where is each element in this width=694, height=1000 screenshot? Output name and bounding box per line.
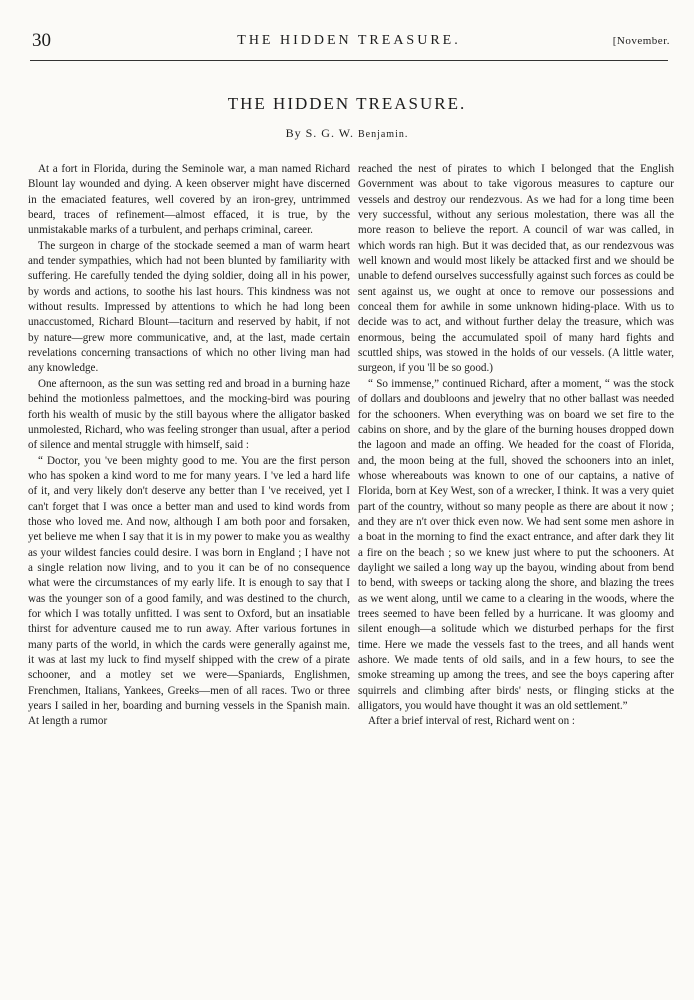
byline-initials: S. G. W.: [305, 126, 354, 140]
running-head: [28, 28, 670, 50]
article-title: THE HIDDEN TREASURE.: [227, 94, 467, 113]
byline-prefix: By: [285, 126, 302, 140]
paragraph: One afternoon, as the sun was setting red and broad in a burning haze behind the motionless palmettoes, and the mocking-bird was pouring forth his wealth of music by the still bayous where the alligator basked unmolested, Richard, who was feeling stronger than usual, after a period of silence and mental struggle with himself, said :: [28, 377, 350, 452]
paragraph: “ Doctor, you 've been mighty good to me. You are the first person who has spoken a kind word to me for many years. I 've led a hard life of it, and very likely don't deserve any better than I 've received, yet I can't forget that I was once a better man and used to kind words from those who loved me. And now, although I am both poor and forsaken, yet believe me when I say that it is in my power to make you as wealthy as your wildest fancies could desire. I was born in England ; I have not a single relation now living, and to you it can be of no consequence what were the circumstances of my early life. It is enough to say that I was the younger son of a good family, and was destined to the church, for which I was totally unfitted. I was sent to Oxford, but an insatiable thirst for adventure caused me to run away. After various fortunes in many parts of the world, in which the cards were generally against me, it was at last my luck to find myself shipped with the crew of a pirate schooner, and a motley set we were—Spaniards, Englishmen, Frenchmen, Italians, Yankees, Greeks—men of all races. Two or three years I sailed in her, boarding and burning vessels in the Spanish main. At length a rumor: [28, 454, 350, 728]
header-rule: [30, 60, 668, 61]
paragraph: reached the nest of pirates to which I belonged that the English Government was about to take vigorous measures to capture our vessels and destroy our rendezvous. As we had for a long time been very successful, without any serious molestation, there was all the more reason to believe the report. A council of war was called, in which words ran high. But it was decided that, as our rendezvous was well known and would most likely be attacked first and we should be unable to defend ourselves successfully against such forces as could be sent against us, we ought at once to remove our possessions and conceal them for awhile in some unknown hiding-place. With us to decide was to act, and without further delay the treasure, which was enormous, being the accumulated spoil of many hard fights and scuttled ships, was stowed in the holds of our vessels. (A little water, surgeon, if you 'll be so good.): [358, 163, 674, 375]
right-column: [358, 162, 674, 730]
running-month: [November.: [612, 35, 670, 47]
paragraph: After a brief interval of rest, Richard went on :: [368, 715, 576, 728]
left-column: [28, 162, 350, 730]
running-title: THE HIDDEN TREASURE.: [237, 33, 461, 48]
page-number: 30: [32, 30, 51, 51]
byline-surname: Benjamin.: [357, 129, 409, 140]
byline: [0, 126, 694, 141]
paragraph: The surgeon in charge of the stockade seemed a man of warm heart and tender sympathies, which had not been blunted by familiarity with suffering. He carefully tended the dying soldier, doing all in his power, by words and actions, to soothe his last hours. This kindness was not without results. Impressed by attentions to which he had long been unaccustomed, Richard Blount—taciturn and reserved by habit, if not by nature—grew more communicative, and, at the last, made certain revelations concerning transactions of which no other living man had any knowledge.: [28, 239, 350, 375]
paragraph: At a fort in Florida, during the Seminole war, a man named Richard Blount lay wounded and dying. A keen observer might have discerned in the emaciated features, well covered by an iron-grey, untrimmed beard, traces of refinement—almost effaced, it is true, by the unmistakable marks of a turbulent, and perhaps criminal, career.: [28, 163, 350, 237]
paragraph: “ So immense,” continued Richard, after a moment, “ was the stock of dollars and doubloons and jewelry that no other ballast was needed for the schooners. When everything was on board we set fire to the cabins on shore, and by the glare of the burning houses dropped down the lagoon and made an offing. We headed for the coast of Florida, and, the moon being at the full, shoved the schooners into an inlet, whose whereabouts was known to one of our captains, a native of Florida, born at Key West, son of a wrecker, I think. It was a very quiet part of the country, without so many people as there are about it now ; and they are n't over thick even now. We had sent some men ashore in a boat in the morning to find the exact entrance, and after dark they lit a fire on the beach ; so we knew just where to put the schooners. At daylight we sailed a long way up the bayou, winding about from bend to bend, with sweeps or tacking along the shore, and blazing the trees as we went along, until we came to a clearing in the woods, where the trees seemed to have been felled by a hurricane. It was gloomy and silent enough—a solitude which we disturbed perhaps for the first time. Here we made the vessels fast to the trees, and all hands went ashore. We made tents of old sails, and in a few hours, to see the smoke streaming up among the trees, and see the boys capering after squirrels and climbing after birds' nests, or flinging sticks at the alligators, you would have thought it was an old settlement.”: [358, 377, 674, 713]
